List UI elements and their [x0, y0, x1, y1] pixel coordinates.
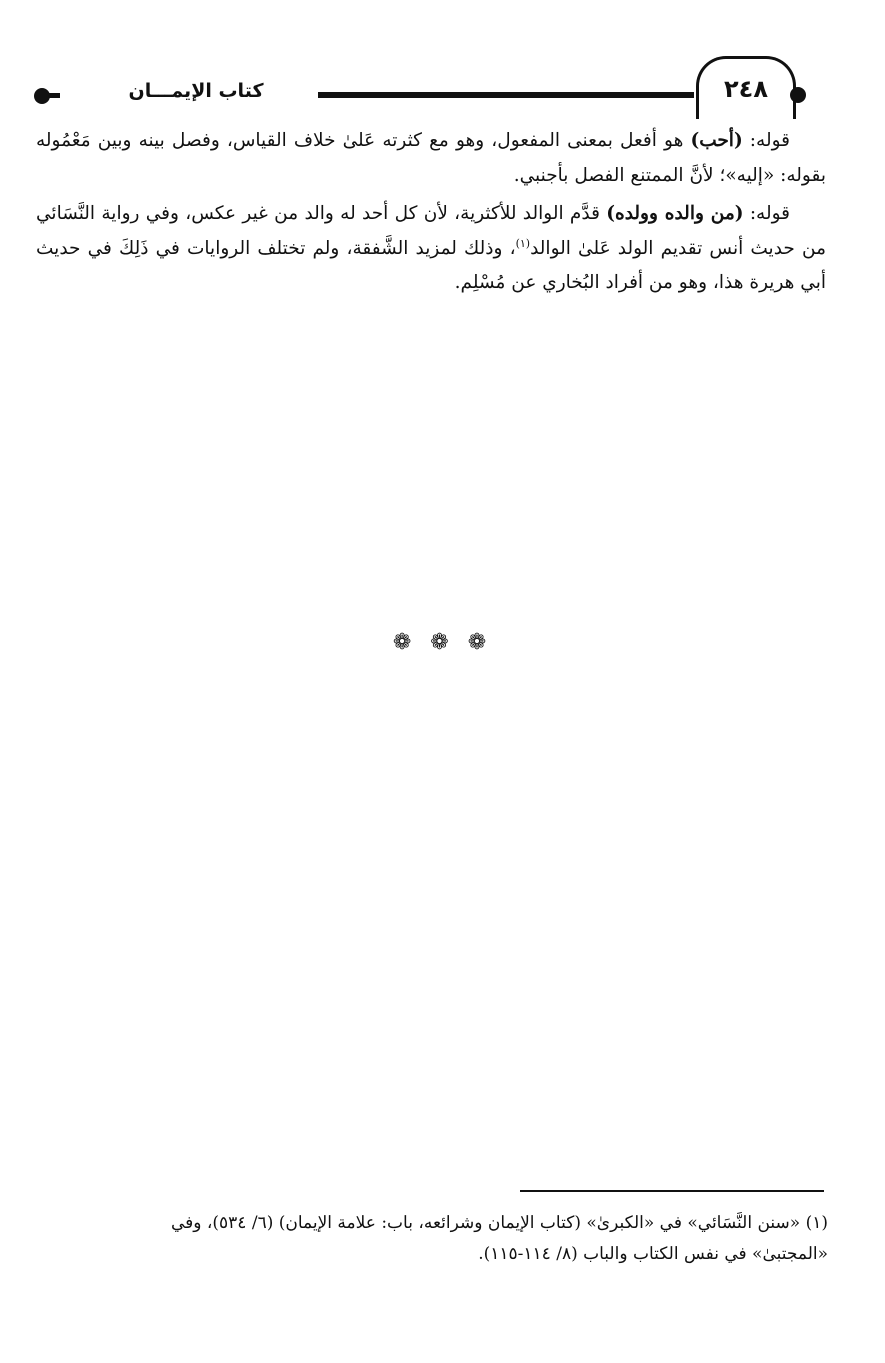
p2-lead: قوله:	[743, 203, 791, 224]
footnote-1-line-1: (١) «سنن النَّسَائي» في «الكبرىٰ» (كتاب الإيمان وشرائعه، باب: علامة الإيمان) (٦/ ٥٣٤)، وفي	[170, 1213, 828, 1233]
p2-quoted-term: (من والده وولده)	[606, 203, 744, 224]
p1-quoted-term: (أحب)	[690, 130, 743, 151]
header-rule	[318, 92, 694, 98]
p1-lead: قوله:	[742, 130, 790, 151]
main-text	[36, 124, 826, 305]
footnote-rule	[520, 1190, 824, 1192]
section-ornament: ❁ ❁ ❁	[392, 630, 493, 655]
paragraph-2	[36, 197, 826, 301]
footnote-marker: (١)	[515, 236, 531, 250]
paragraph-1	[36, 124, 826, 193]
p1-text: هو أفعل بمعنى المفعول، وهو مع كثرته عَلىٰ خلاف القياس، وفصل بينه وبين مَعْمُوله بقوله: «إليه»؛ لأنَّ الممتنع الفصل بأجنبي.	[36, 130, 826, 186]
page-number: ٢٤٨	[724, 75, 768, 103]
p2-text: قدَّم الوالد للأكثرية، لأن كل أحد له والد من غير عكس، وفي رواية النَّسَائي من حديث أنس تقديم الولد عَلىٰ الوالد	[36, 203, 826, 259]
page-header	[0, 50, 885, 120]
footnotes	[46, 1208, 828, 1270]
page-number-frame	[696, 56, 796, 119]
p2-text-cont: ، وذلك لمزيد الشَّفقة، ولم تختلف الروايات في ذَلِكَ في حديث أبي هريرة هذا، وهو من أفراد البُخاري عن مُسْلِم.	[36, 237, 826, 293]
running-title: كتاب الإيمـــان	[128, 80, 264, 102]
footnote-1-line-2: «المجتبىٰ» في نفس الكتاب والباب (٨/ ١١٤-١١٥).	[478, 1244, 828, 1264]
header-dash-left	[48, 93, 60, 98]
header-dot-right	[790, 87, 806, 103]
